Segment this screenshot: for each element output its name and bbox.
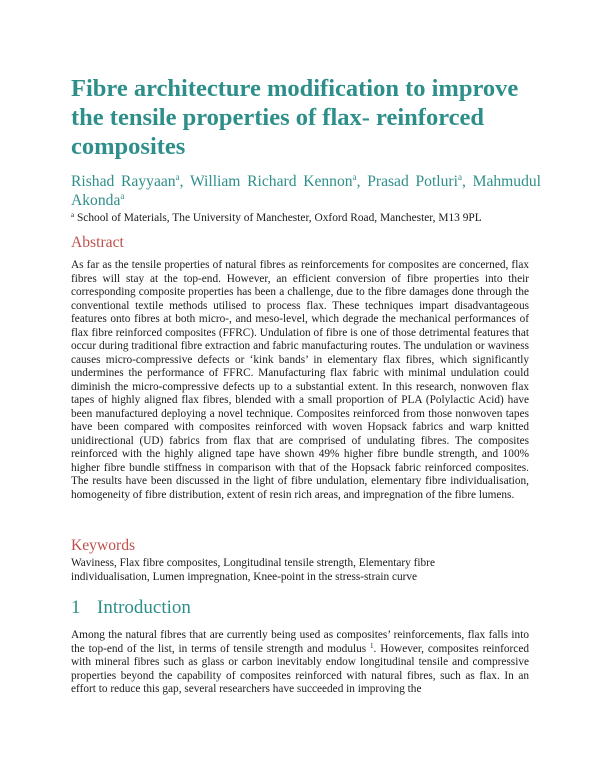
citation-ref[interactable]: 1	[370, 641, 374, 650]
paper-title: Fibre architecture modification to improve the tensile properties of flax- reinforced composites	[71, 75, 519, 160]
author: Rishad Rayyaan$^a$	[71, 172, 180, 190]
affiliation-marker: a	[352, 172, 357, 182]
keywords-text: Waviness, Flax fibre composites, Longitudinal tensile strength, Elementary fibre individualisation, Lumen impregnation, Knee-point in the stress-strain curve	[71, 557, 435, 583]
section-heading	[71, 597, 191, 619]
author: Prasad Potluri$^a$	[367, 172, 462, 190]
affiliation-marker: a	[71, 211, 75, 219]
affiliation-text: School of Materials, The University of Manchester, Oxford Road, Manchester, M13 9PL	[74, 212, 482, 224]
abstract-text: As far as the tensile properties of natural fibres as reinforcements for composites are concerned, flax fibres will stay at the top-end. However, an efficient conversion of fibre properties into their corresponding composite properties has been a challenge, due to the fibre damages done through the conventional textile methods utilised to process flax. These techniques impart disadvantageous features onto fibres at both micro-, and meso-level, which degrade the mechanical performances of flax fibre reinforced composites (FFRC). Undulation of fibre is one of those detrimental features that occur during traditional fibre extraction and fabric manufacturing routes. The undulation or waviness causes micro-compressive defects or ‘kink bands’ in elementary flax fibres, which significantly undermines the performance of FFRC. Manufacturing flax fabric with minimal undulation could diminish the micro-compressive defects up to a substantial extent. In this research, nonwoven flax tapes of highly aligned flax fibres, blended with a small proportion of PLA (Polylactic Acid) have been manufactured deploying a novel technique. Composites reinforced from those nonwoven tapes have been compared with composites reinforced with woven Hopsack fabrics and warp knitted unidirectional (UD) fabrics from flax that are comprised of undulating fibres. The composites reinforced with the highly aligned tape have shown 49% higher fibre bundle strength, and 100% higher fibre bundle stiffness in comparison with that of the Hopsack fabric reinforced composites. The results have been discussed in the light of fibre undulation, elementary fibre individualisation, homogeneity of fibre distribution, extent of resin rich areas, and impregnation of the fibre lumens.	[71, 259, 529, 501]
author: Mahmudul Akonda$^a$	[71, 173, 542, 209]
affiliation	[71, 211, 541, 225]
section-number: 1	[71, 597, 81, 618]
keywords-heading: Keywords	[71, 537, 136, 554]
section-body: Among the natural fibres that are currently being used as composites’ reinforcements, flax falls into the top-end of the list, in terms of tensile strength and modulus $^1$. However, composites reinforced with mineral fibres such as glass or carbon inevitably endow longitudinal tensile and compressive properties beyond the capability of composites reinforced with natural fibres, such as flax. In an effort to reduce this gap, several researchers have succeeded in improving the	[71, 629, 529, 696]
affiliation-marker: a	[120, 191, 125, 201]
abstract-heading: Abstract	[71, 234, 124, 251]
affiliation-marker: a	[457, 172, 462, 182]
affiliation-marker: a	[175, 172, 180, 182]
section-title: Introduction	[97, 597, 191, 618]
author-list: Rishad Rayyaan$^a$, William Richard Kennon$^a$, Prasad Potluri$^a$, Mahmudul Akonda$^a$	[71, 172, 542, 209]
author: William Richard Kennon$^a$	[189, 172, 357, 190]
